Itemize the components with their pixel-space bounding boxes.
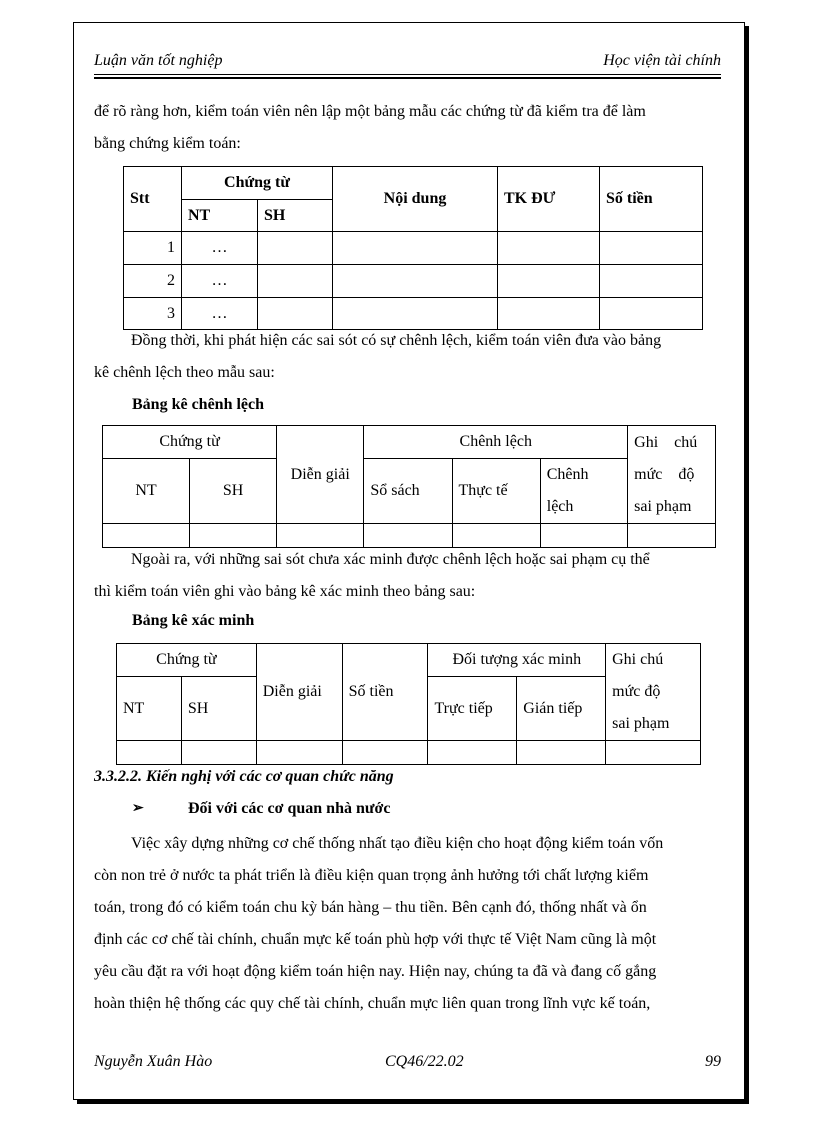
col-tk-du: TK ĐƯ [498, 167, 600, 232]
body-line-4: định các cơ chế tài chính, chuẩn mực kế toán phù hợp với thực tế Việt Nam cũng là một [94, 931, 657, 948]
table2-title: Bảng kê chênh lệch [132, 396, 265, 413]
table-row [124, 232, 703, 265]
col-chenh-lech: Chênh lệch [540, 459, 627, 524]
table-row [124, 265, 703, 298]
bullet-heading: Đối với các cơ quan nhà nước [188, 800, 391, 817]
row-stt: 1 [124, 232, 182, 265]
bullet-arrow-icon: ➢ [132, 801, 144, 816]
col-stt: Stt [124, 167, 182, 232]
col-truc-tiep: Trực tiếp [428, 677, 517, 741]
page-border-shadow-right [745, 26, 749, 1104]
footer-page-number: 99 [705, 1053, 721, 1070]
body-line-2: còn non trẻ ở nước ta phát triển là điều kiện quan trọng ảnh hưởng tới chất lượng kiểm [94, 867, 649, 884]
intro-line-1: để rõ ràng hơn, kiểm toán viên nên lập một bảng mẫu các chứng từ đã kiểm tra để làm [94, 103, 646, 120]
col-sh: SH [258, 200, 333, 232]
col-nt: NT [103, 459, 190, 524]
header-institution: Học viện tài chính [603, 52, 721, 69]
body-line-3: toán, trong đó có kiểm toán chu kỳ bán hàng – thu tiền. Bên cạnh đó, thống nhất và ổn [94, 899, 647, 916]
para2-line-1: Đồng thời, khi phát hiện các sai sót có sự chênh lệch, kiểm toán viên đưa vào bảng [131, 332, 662, 349]
para3-line-2: thì kiểm toán viên ghi vào bảng kê xác minh theo bảng sau: [94, 583, 476, 600]
row-nt: … [182, 232, 258, 265]
col-so-tien: Số tiền [600, 167, 703, 232]
section-heading: 3.3.2.2. Kiến nghị với các cơ quan chức năng [94, 768, 394, 785]
para2-line-2: kê chênh lệch theo mẫu sau: [94, 364, 275, 381]
col-dien-giai: Diễn giải [256, 644, 342, 741]
intro-line-2: bằng chứng kiểm toán: [94, 135, 241, 152]
row-nt: … [182, 298, 258, 330]
col-ghi-chu: Ghi chú mức độ sai phạm [606, 644, 701, 741]
col-ghi-chu: Ghi chú mức độ sai phạm [628, 426, 716, 524]
col-chung-tu: Chứng từ [103, 426, 277, 459]
col-dien-giai: Diễn giải [277, 426, 364, 524]
page-border-shadow-bottom [77, 1100, 749, 1104]
col-chung-tu: Chứng từ [182, 167, 333, 200]
col-noi-dung: Nội dung [333, 167, 498, 232]
col-thuc-te: Thực tế [452, 459, 540, 524]
col-gian-tiep: Gián tiếp [517, 677, 606, 741]
footer-class: CQ46/22.02 [385, 1053, 464, 1070]
col-sh: SH [181, 677, 256, 741]
footer-author: Nguyễn Xuân Hào [94, 1053, 213, 1070]
header-rule [94, 74, 721, 75]
col-chung-tu: Chứng từ [117, 644, 257, 677]
col-nt: NT [182, 200, 258, 232]
body-line-1: Việc xây dựng những cơ chế thống nhất tạo điều kiện cho hoạt động kiểm toán vốn [131, 835, 664, 852]
col-so-tien: Số tiền [342, 644, 428, 741]
row-nt: … [182, 265, 258, 298]
para3-line-1: Ngoài ra, với những sai sót chưa xác minh được chênh lệch hoặc sai phạm cụ thể [131, 551, 650, 568]
header-thesis-label: Luận văn tốt nghiệp [94, 52, 223, 69]
col-chenh-lech-group: Chênh lệch [364, 426, 628, 459]
row-stt: 2 [124, 265, 182, 298]
verification-table [116, 643, 701, 765]
col-sh: SH [190, 459, 277, 524]
header-rule-thick [94, 77, 721, 79]
col-so-sach: Sổ sách [364, 459, 452, 524]
table-row [117, 741, 701, 765]
body-line-6: hoàn thiện hệ thống các quy chế tài chính, chuẩn mực liên quan trong lĩnh vực kế toán, [94, 995, 651, 1012]
discrepancy-table [102, 425, 716, 548]
voucher-sample-table [123, 166, 703, 330]
table3-title: Bảng kê xác minh [132, 612, 255, 629]
row-stt: 3 [124, 298, 182, 330]
col-nt: NT [117, 677, 182, 741]
col-doi-tuong-group: Đối tượng xác minh [428, 644, 606, 677]
body-line-5: yêu cầu đặt ra với hoạt động kiểm toán hiện nay. Hiện nay, chúng ta đã và đang cố gắng [94, 963, 657, 980]
